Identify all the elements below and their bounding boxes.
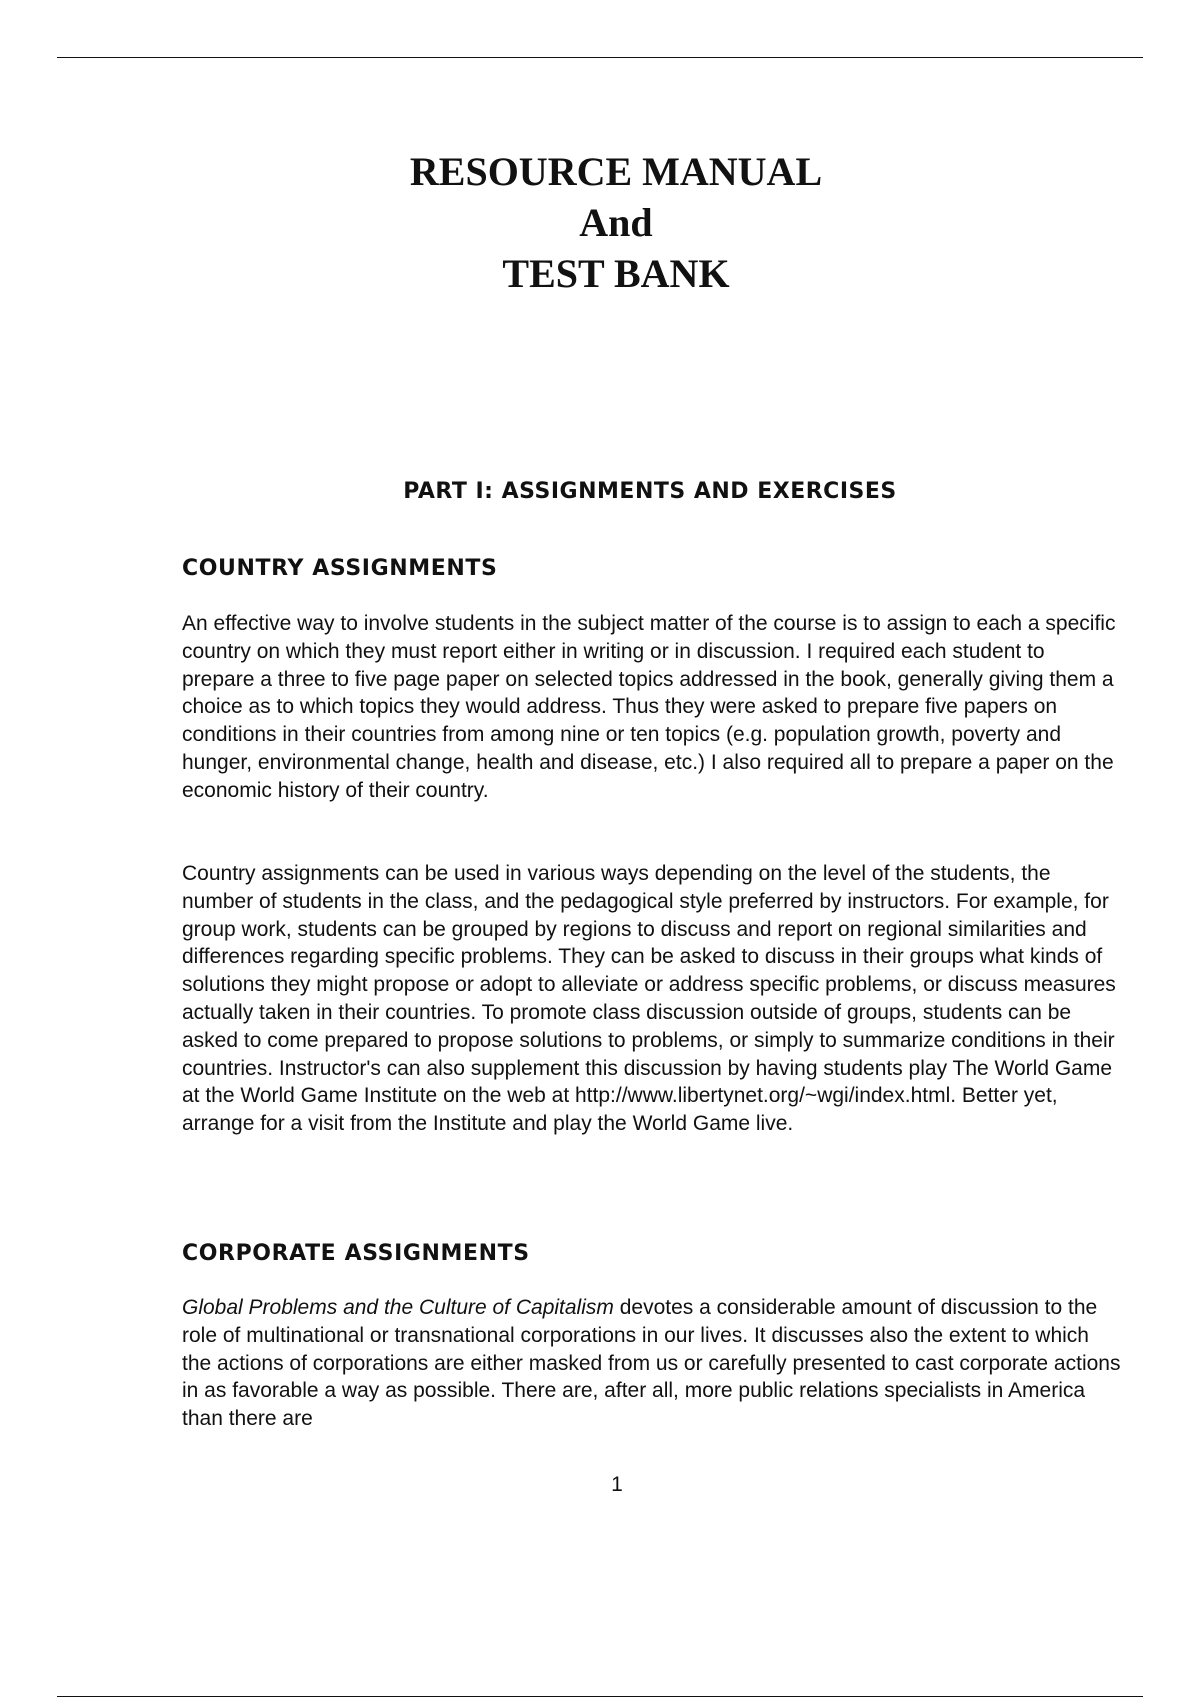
title-line-2: And xyxy=(579,200,653,245)
corporate-paragraph-text: devotes a considerable amount of discussion to the role of multinational or transnational corporations in our lives. It discusses also the extent to which the actions of corporations are either masked from us or carefully presented to cast corporate actions in as favorable a way as possible. There are, after all, more public relations specialists in America than there are xyxy=(182,1296,1121,1431)
bottom-rule xyxy=(57,1696,1143,1697)
corporate-paragraph-1 xyxy=(182,1294,1122,1433)
part-heading: PART I: ASSIGNMENTS AND EXERCISES xyxy=(403,479,897,504)
book-title: Global Problems and the Culture of Capitalism xyxy=(182,1296,614,1319)
document-title xyxy=(0,146,1200,299)
corporate-assignments-heading: CORPORATE ASSIGNMENTS xyxy=(182,1241,530,1266)
country-assignments-heading: COUNTRY ASSIGNMENTS xyxy=(182,556,498,581)
page-number: 1 xyxy=(611,1473,623,1496)
title-line-1: RESOURCE MANUAL xyxy=(409,149,823,194)
top-rule xyxy=(57,57,1143,58)
country-paragraph-2: Country assignments can be used in various ways depending on the level of the students, the number of students in the class, and the pedagogical style preferred by instructors. For example, for group work, students can be grouped by regions to discuss and report on regional similarities and differences regarding specific problems. They can be asked to discuss in their groups what kinds of solutions they might propose or adopt to alleviate or address specific problems, or discuss measures actually taken in their countries. To promote class discussion outside of groups, students can be asked to come prepared to propose solutions to problems, or simply to summarize conditions in their countries. Instructor's can also supplement this discussion by having students play The World Game at the World Game Institute on the web at http://www.libertynet.org/~wgi/index.html. Better yet, arrange for a visit from the Institute and play the World Game live. xyxy=(182,862,1116,1136)
country-paragraph-1: An effective way to involve students in the subject matter of the course is to assign to each a specific country on which they must report either in writing or in discussion. I required each student to prepare a three to five page paper on selected topics addressed in the book, generally giving them a choice as to which topics they would address. Thus they were asked to prepare five papers on conditions in their countries from among nine or ten topics (e.g. population growth, poverty and hunger, environmental change, health and disease, etc.) I also required all to prepare a paper on the economic history of their country. xyxy=(182,612,1116,802)
title-line-3: TEST BANK xyxy=(502,251,730,296)
